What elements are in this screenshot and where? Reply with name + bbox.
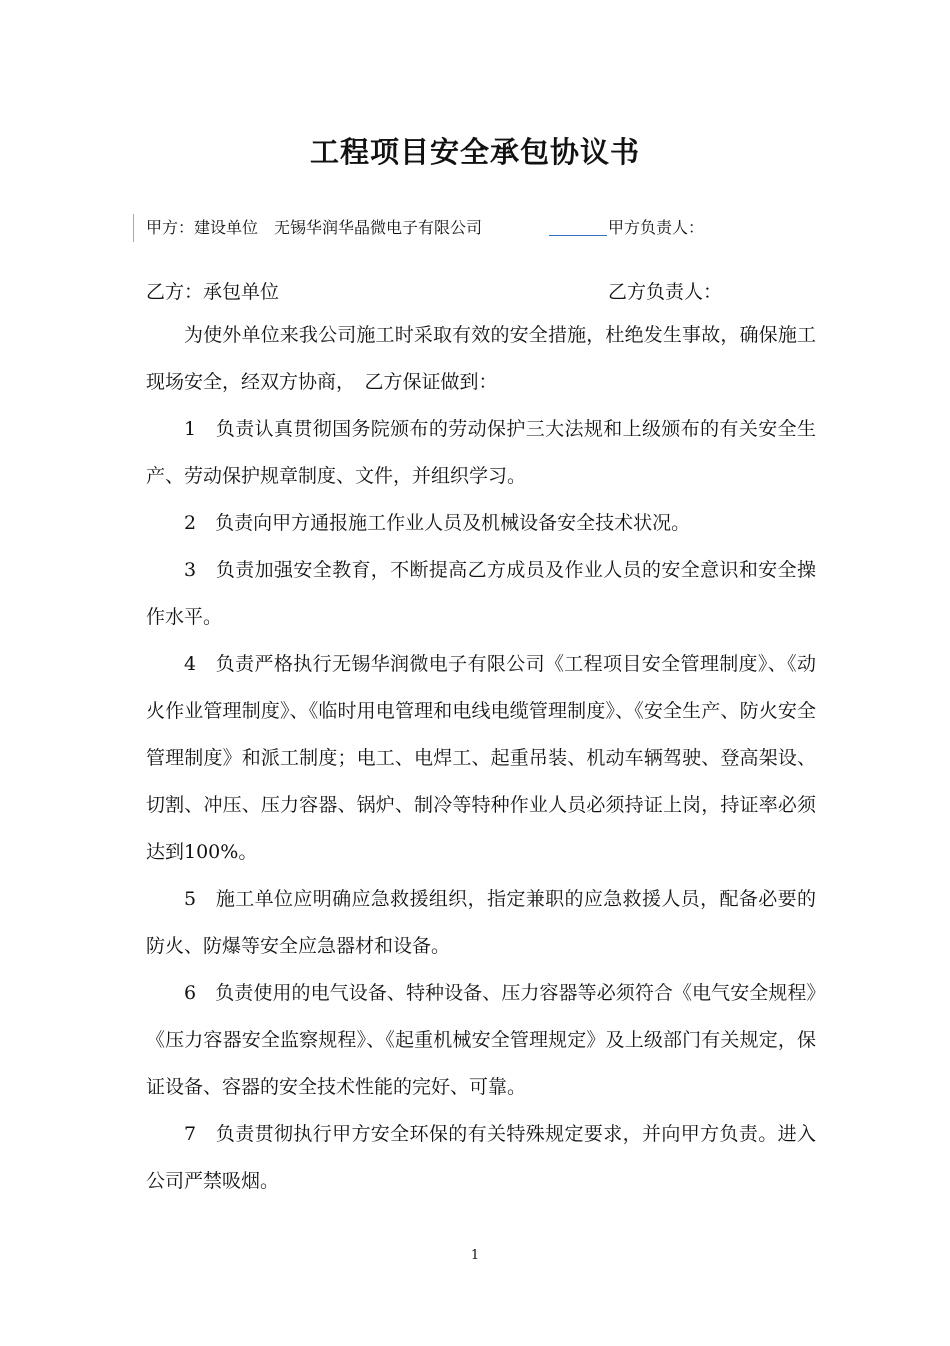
party-b-line: 乙方：承包单位: [146, 281, 280, 303]
party-b-representative: 乙方负责人：: [608, 281, 723, 303]
page-number: 1: [470, 1248, 480, 1263]
clause-1: 1 负责认真贯彻国务院颁布的劳动保护三大法规和上级颁布的有关安全生产、劳动保护规章制度、文件，并组织学习。: [146, 418, 816, 487]
party-a-representative: 甲方负责人：: [608, 218, 705, 237]
agreement-body: [146, 312, 816, 1205]
clause-6: 6 负责使用的电气设备、特种设备、压力容器等必须符合《电气安全规程》《压力容器安全监察规程》、《起重机械安全管理规定》及上级部门有关规定，保证设备、容器的安全技术性能的完好、可靠。: [146, 982, 816, 1098]
clause-5: 5 施工单位应明确应急救援组织，指定兼职的应急救援人员，配备必要的防火、防爆等安全应急器材和设备。: [146, 888, 816, 957]
clause-2: 2 负责向甲方通报施工作业人员及机械设备安全技术状况。: [184, 512, 691, 534]
document-title: 工程项目安全承包协议书: [309, 135, 640, 169]
clause-4: 4 负责严格执行无锡华润微电子有限公司《工程项目安全管理制度》、《动火作业管理制度》、《临时用电管理和电线电缆管理制度》、《安全生产、防火安全管理制度》和派工制度；电工、电焊工、起重吊装、机动车辆驾驶、登高架设、切割、冲压、压力容器、锅炉、制冷等特种作业人员必须持证上岗，持证率必须达到100%。: [146, 653, 816, 863]
intro-paragraph: 为使外单位来我公司施工时采取有效的安全措施，杜绝发生事故，确保施工现场安全，经双方协商， 乙方保证做到：: [146, 324, 816, 393]
party-a-line: 甲方：建设单位 无锡华润华晶微电子有限公司: [146, 218, 483, 237]
signature-blank-line: [549, 235, 607, 236]
text-cursor-mark: [133, 214, 134, 242]
clause-3: 3 负责加强安全教育，不断提高乙方成员及作业人员的安全意识和安全操作水平。: [146, 559, 816, 628]
clause-7: 7 负责贯彻执行甲方安全环保的有关特殊规定要求，并向甲方负责。进入公司严禁吸烟。: [146, 1123, 816, 1192]
